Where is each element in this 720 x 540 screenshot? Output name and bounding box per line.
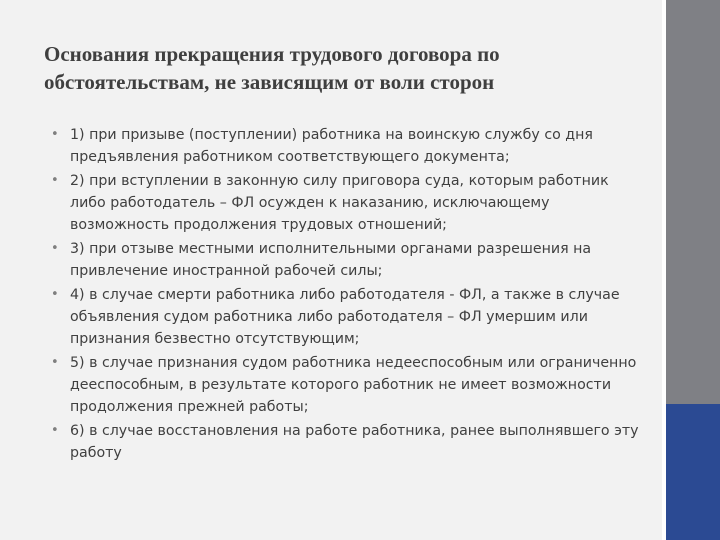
- bullet-item-5: [46, 352, 646, 418]
- bullet-item-6: [46, 420, 646, 464]
- bullet-marker: •: [51, 127, 59, 142]
- bullet-marker: •: [51, 241, 59, 256]
- bullet-text: 4) в случае смерти работника либо работодателя - ФЛ, а также в случае объявления судом работника либо работодателя – ФЛ умершим или признания безвестно отсутствующим;: [70, 287, 620, 347]
- bullet-marker: •: [51, 173, 59, 188]
- bullet-marker: •: [51, 423, 59, 438]
- bullet-text: 1) при призыве (поступлении) работника на воинскую службу со дня предъявления работником соответствующего документа;: [70, 127, 593, 165]
- bullet-item-1: [46, 124, 646, 168]
- bullet-item-4: [46, 284, 646, 350]
- bullet-list: [46, 124, 646, 466]
- bullet-text: 2) при вступлении в законную силу приговора суда, которым работник либо работодатель – ФЛ осужден к наказанию, исключающему возможность продолжения трудовых отношений;: [70, 173, 609, 233]
- decorative-accent-block: [666, 404, 720, 540]
- bullet-text: 3) при отзыве местными исполнительными органами разрешения на привлечение иностранной рабочей силы;: [70, 241, 592, 279]
- bullet-marker: •: [51, 287, 59, 302]
- bullet-text: 6) в случае восстановления на работе работника, ранее выполнявшего эту работу: [70, 423, 639, 461]
- slide-title: Основания прекращения трудового договора по обстоятельствам, не зависящим от воли сторон: [44, 42, 500, 94]
- bullet-marker: •: [51, 355, 59, 370]
- bullet-item-2: [46, 170, 646, 236]
- bullet-text: 5) в случае признания судом работника недееспособным или ограниченно дееспособным, в результате которого работник не имеет возможности продолжения прежней работы;: [70, 355, 637, 415]
- bullet-item-3: [46, 238, 646, 282]
